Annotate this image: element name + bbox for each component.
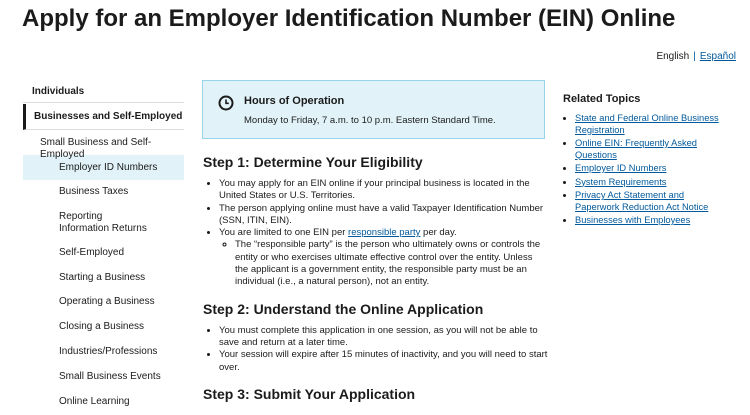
sidebar-item-operating-a-business[interactable]: Operating a Business [59, 296, 155, 307]
related-link-privacy-act[interactable]: Privacy Act Statement and Paperwork Reduction Act Notice [575, 190, 709, 212]
related-link-state-federal[interactable]: State and Federal Online Business Registration [575, 113, 719, 135]
step-1-sublist [219, 239, 548, 288]
sidebar-item-starting-a-business[interactable]: Starting a Business [59, 272, 146, 283]
list-item [575, 163, 728, 175]
step-3-heading: Step 3: Submit Your Application [203, 385, 416, 402]
sidebar-nav [23, 80, 184, 415]
sidebar-item-reporting-information-returns[interactable]: Reporting Information Returns [59, 211, 147, 234]
language-switcher [656, 50, 736, 64]
list-item: ◦ The “responsible party” is the person who ultimately owns or controls the entity or who exercises ultimate effective control over the entity. Unless the applicant is a government entity, the responsible party must be an individual (i.e., a natural person), not an entity. [235, 239, 548, 288]
sidebar-item-small-business-events[interactable]: Small Business Events [59, 371, 161, 382]
sidebar-item-online-learning[interactable]: Online Learning [59, 396, 130, 407]
sidebar-item-employer-id-numbers[interactable]: Employer ID Numbers [23, 155, 184, 180]
step-2-heading: Step 2: Understand the Online Application [203, 300, 484, 317]
bullet-text: per day. [420, 227, 457, 239]
sidebar-item-closing-a-business[interactable]: Closing a Business [59, 321, 145, 332]
hours-title: Hours of Operation [244, 95, 345, 107]
sidebar-item-industries-professions[interactable]: Industries/Professions [59, 346, 158, 357]
hours-of-operation-alert [202, 80, 545, 139]
related-link-online-ein-faq[interactable]: Online EIN: Frequently Asked Questions [575, 138, 697, 160]
related-topics [563, 92, 728, 229]
list-item [219, 227, 548, 288]
related-topics-title: Related Topics [563, 93, 641, 105]
related-link-employer-id-numbers[interactable]: Employer ID Numbers [575, 163, 667, 173]
list-item: • Your session will expire after 15 minutes of inactivity, and you will need to start over. [219, 349, 548, 374]
list-item [575, 138, 728, 161]
hours-text: Monday to Friday, 7 a.m. to 10 p.m. Eastern Standard Time. [244, 115, 496, 126]
related-link-system-requirements[interactable]: System Requirements [575, 176, 667, 187]
list-item: • You may apply for an EIN online if your principal business is located in the United States or U.S. Territories. [219, 178, 548, 203]
list-item [575, 177, 728, 189]
main-content [203, 153, 548, 403]
list-item [575, 113, 728, 136]
sidebar-item-individuals[interactable]: Individuals [23, 80, 184, 103]
list-item: • The person applying online must have a valid Taxpayer Identification Number (SSN, ITIN, EIN). [219, 203, 548, 228]
related-link-businesses-with-employees[interactable]: Businesses with Employees [575, 215, 691, 225]
sidebar-item-small-business[interactable]: Small Business and Self-Employed [40, 137, 152, 160]
list-item: • You must complete this application in one session, as you will not be able to save and return at a later time. [219, 325, 548, 350]
language-espanol-link[interactable]: Español [699, 51, 736, 62]
responsible-party-link[interactable]: responsible party [348, 227, 421, 239]
step-1-list [203, 178, 548, 289]
step-1-heading: Step 1: Determine Your Eligibility [203, 154, 423, 170]
clock-icon [218, 95, 234, 111]
language-separator: | [693, 51, 696, 62]
sidebar-item-business-taxes[interactable]: Business Taxes [59, 186, 129, 197]
related-topics-list [563, 113, 728, 227]
step-2-list [203, 325, 548, 374]
sidebar-item-businesses[interactable]: Businesses and Self-Employed [23, 104, 184, 130]
list-item [575, 215, 728, 227]
bullet-text: You are limited to one EIN per [219, 227, 349, 239]
language-current: English [656, 51, 690, 62]
page-title: Apply for an Employer Identification Number (EIN) Online [22, 5, 676, 32]
list-item [575, 190, 728, 213]
sidebar-item-self-employed[interactable]: Self-Employed [59, 247, 125, 258]
